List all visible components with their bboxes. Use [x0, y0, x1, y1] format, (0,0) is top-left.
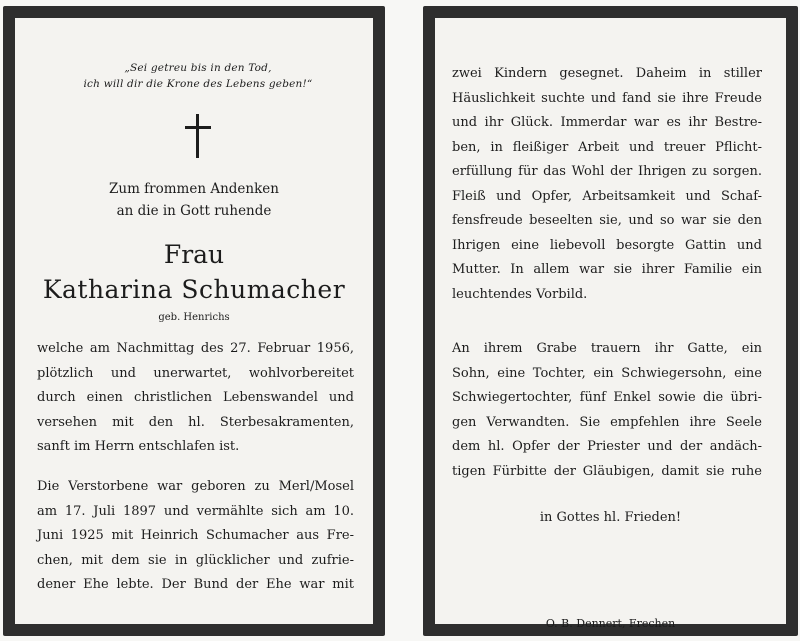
text-line: dem hl. Opfer der Priester und der andäch-	[452, 439, 762, 454]
text-line: Schwiegertochter, fünf Enkel sowie die übri-	[452, 390, 762, 405]
biography-paragraph	[37, 475, 354, 598]
closing-line: in Gottes hl. Frieden!	[539, 510, 682, 525]
biography-continued-paragraph	[452, 62, 762, 307]
text-line: Mutter. In allem war sie ihrer Familie ein	[452, 262, 762, 277]
text-line: ben, in fleißiger Arbeit und treuer Pflicht-	[452, 139, 762, 155]
text-line: plötzlich und unerwartet, wohlvorbereitet	[37, 365, 354, 381]
text-line: leuchtendes Vorbild.	[452, 286, 588, 302]
text-line: welche am Nachmittag des 27. Februar 1956,	[37, 341, 354, 356]
text-line: erfüllung für das Wohl der Ihrigen zu sorgen.	[452, 164, 762, 179]
text-line: durch einen christlichen Lebenswandel und	[37, 390, 354, 405]
printer-credit: O. B. Dennert, Frechen	[545, 617, 676, 630]
text-line: fensfreude beseelten sie, und so war sie den	[452, 213, 762, 228]
text-line: Fleiß und Opfer, Arbeitsamkeit und Schaf-	[452, 188, 762, 204]
text-line: sanft im Herrn entschlafen ist.	[37, 439, 240, 454]
deceased-name: Katharina Schumacher	[42, 275, 346, 304]
text-line: chen, mit dem sie in glücklicher und zufrie-	[37, 552, 354, 568]
text-line: am 17. Juli 1897 und vermählte sich am 10.	[37, 503, 354, 519]
birth-name: geb. Henrichs	[158, 312, 230, 323]
text-line: Häuslichkeit suchte und fand sie ihre Freude	[452, 90, 762, 106]
text-line: An ihrem Grabe trauern ihr Gatte, ein	[452, 341, 762, 356]
text-line: und ihr Glück. Immerdar war es ihr Bestre-	[452, 115, 762, 130]
obituary-card-left	[3, 6, 385, 636]
text-line: zwei Kindern gesegnet. Daheim in stiller	[452, 66, 762, 81]
text-line: Ihrigen eine liebevoll besorgte Gattin und	[452, 237, 762, 253]
motto-line: „Sei getreu bis in den Tod,	[124, 62, 272, 74]
text-line: gen Verwandten. Sie empfehlen ihre Seele	[452, 414, 762, 430]
bible-motto	[33, 60, 363, 92]
obituary-card-right	[423, 6, 798, 636]
cross-icon	[183, 114, 213, 158]
mourners-paragraph	[452, 337, 762, 484]
text-line: Die Verstorbene war geboren zu Merl/Mosel	[37, 479, 354, 494]
motto-line: ich will dir die Krone des Lebens geben!“	[83, 78, 313, 90]
death-paragraph	[37, 337, 354, 460]
text-line: tigen Fürbitte der Gläubigen, damit sie ruhe	[452, 463, 762, 479]
text-line: Sohn, eine Tochter, ein Schwiegersohn, eine	[452, 365, 762, 381]
memory-line: Zum frommen Andenken	[109, 181, 279, 197]
text-line: Juni 1925 mit Heinrich Schumacher aus Fre-	[37, 528, 354, 543]
text-line: versehen mit den hl. Sterbesakramenten,	[37, 414, 354, 430]
memory-heading	[25, 178, 363, 222]
memory-line: an die in Gott ruhende	[116, 203, 272, 219]
text-line: dener Ehe lebte. Der Bund der Ehe war mit	[37, 577, 354, 592]
salutation: Frau	[163, 240, 225, 269]
